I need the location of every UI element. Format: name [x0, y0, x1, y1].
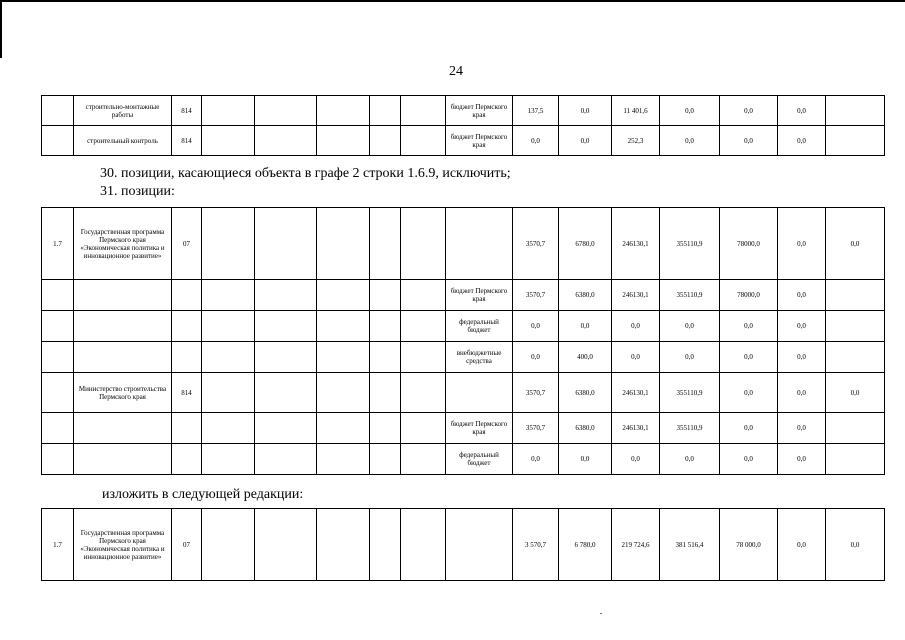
blank-cell-3	[317, 342, 370, 373]
value-cell-4: 0,0	[660, 96, 720, 126]
table-row	[42, 509, 885, 581]
blank-cell-4	[370, 342, 401, 373]
value-cell-5: 78000,0	[720, 280, 778, 311]
code-cell: 07	[172, 509, 202, 581]
source-cell	[446, 208, 513, 280]
value-cell-1: 3570,7	[513, 208, 559, 280]
blank-cell-2	[255, 509, 317, 581]
blank-cell-5	[401, 126, 446, 156]
value-cell-7	[826, 126, 885, 156]
row-number-cell	[42, 96, 74, 126]
blank-cell-1	[202, 509, 255, 581]
name-cell: Государственная программа Пермского края «Экономическая политика и инновационное развитие»	[74, 208, 172, 280]
source-cell: внебюджетные средства	[446, 342, 513, 373]
value-cell-5: 0,0	[720, 311, 778, 342]
blank-cell-5	[401, 444, 446, 475]
value-cell-5: 0,0	[720, 413, 778, 444]
blank-cell-3	[317, 126, 370, 156]
value-cell-1: 3570,7	[513, 413, 559, 444]
name-cell	[74, 280, 172, 311]
value-cell-3: 246130,1	[612, 413, 660, 444]
value-cell-3: 219 724,6	[612, 509, 660, 581]
blank-cell-3	[317, 413, 370, 444]
value-cell-1: 0,0	[513, 311, 559, 342]
code-cell: 814	[172, 126, 202, 156]
page-number: 24	[449, 64, 463, 79]
blank-cell-1	[202, 444, 255, 475]
blank-cell-4	[370, 208, 401, 280]
value-cell-6: 0,0	[778, 444, 826, 475]
value-cell-4: 0,0	[660, 311, 720, 342]
value-cell-3: 246130,1	[612, 373, 660, 413]
row-number-cell	[42, 311, 74, 342]
value-cell-4: 355110,9	[660, 280, 720, 311]
blank-cell-4	[370, 509, 401, 581]
row-number-cell: 1.7	[42, 208, 74, 280]
row-number-cell	[42, 413, 74, 444]
paragraph-31: 31. позиции:	[100, 184, 175, 199]
value-cell-2: 0,0	[559, 444, 612, 475]
value-cell-3: 246130,1	[612, 208, 660, 280]
value-cell-5: 0,0	[720, 373, 778, 413]
value-cell-1: 137,5	[513, 96, 559, 126]
value-cell-2: 6 780,0	[559, 509, 612, 581]
blank-cell-3	[317, 280, 370, 311]
row-number-cell	[42, 373, 74, 413]
table-row	[42, 126, 885, 156]
scan-edge-left	[0, 0, 2, 58]
table-row	[42, 311, 885, 342]
blank-cell-4	[370, 444, 401, 475]
value-cell-5: 0,0	[720, 342, 778, 373]
value-cell-7	[826, 311, 885, 342]
value-cell-3: 0,0	[612, 444, 660, 475]
blank-cell-5	[401, 96, 446, 126]
value-cell-4: 0,0	[660, 444, 720, 475]
table-top-fragment	[41, 95, 885, 156]
blank-cell-2	[255, 444, 317, 475]
blank-cell-1	[202, 96, 255, 126]
source-cell	[446, 373, 513, 413]
blank-cell-2	[255, 413, 317, 444]
value-cell-2: 6380,0	[559, 280, 612, 311]
value-cell-6: 0,0	[778, 280, 826, 311]
table-row	[42, 342, 885, 373]
blank-cell-2	[255, 311, 317, 342]
blank-cell-2	[255, 373, 317, 413]
value-cell-4: 355110,9	[660, 413, 720, 444]
value-cell-1: 0,0	[513, 126, 559, 156]
value-cell-6: 0,0	[778, 413, 826, 444]
value-cell-1: 0,0	[513, 342, 559, 373]
source-cell: федеральный бюджет	[446, 444, 513, 475]
value-cell-5: 0,0	[720, 444, 778, 475]
code-cell	[172, 444, 202, 475]
name-cell: строительно-монтажные работы	[74, 96, 172, 126]
blank-cell-4	[370, 126, 401, 156]
code-cell	[172, 311, 202, 342]
paragraph-30: 30. позиции, касающиеся объекта в графе 2 строки 1.6.9, исключить;	[100, 166, 511, 181]
blank-cell-3	[317, 208, 370, 280]
value-cell-6: 0,0	[778, 96, 826, 126]
blank-cell-3	[317, 311, 370, 342]
source-cell: бюджет Пермского края	[446, 413, 513, 444]
blank-cell-4	[370, 413, 401, 444]
value-cell-4: 355110,9	[660, 373, 720, 413]
value-cell-1: 3570,7	[513, 373, 559, 413]
value-cell-1: 3570,7	[513, 280, 559, 311]
value-cell-2: 400,0	[559, 342, 612, 373]
blank-cell-1	[202, 373, 255, 413]
value-cell-6: 0,0	[778, 126, 826, 156]
value-cell-7: 0,0	[826, 509, 885, 581]
value-cell-4: 355110,9	[660, 208, 720, 280]
blank-cell-4	[370, 373, 401, 413]
row-number-cell	[42, 126, 74, 156]
value-cell-5: 78 000,0	[720, 509, 778, 581]
value-cell-5: 0,0	[720, 96, 778, 126]
value-cell-7	[826, 342, 885, 373]
value-cell-1: 3 570,7	[513, 509, 559, 581]
table-row	[42, 280, 885, 311]
source-cell	[446, 509, 513, 581]
value-cell-4: 381 516,4	[660, 509, 720, 581]
name-cell	[74, 342, 172, 373]
value-cell-6: 0,0	[778, 311, 826, 342]
blank-cell-1	[202, 342, 255, 373]
blank-cell-5	[401, 413, 446, 444]
blank-cell-5	[401, 373, 446, 413]
code-cell	[172, 280, 202, 311]
blank-cell-2	[255, 126, 317, 156]
scan-speck	[600, 613, 602, 614]
value-cell-6: 0,0	[778, 342, 826, 373]
value-cell-4: 0,0	[660, 126, 720, 156]
blank-cell-5	[401, 509, 446, 581]
value-cell-2: 6380,0	[559, 373, 612, 413]
table-row	[42, 444, 885, 475]
code-cell	[172, 342, 202, 373]
blank-cell-1	[202, 126, 255, 156]
code-cell	[172, 413, 202, 444]
value-cell-5: 78000,0	[720, 208, 778, 280]
row-number-cell	[42, 280, 74, 311]
value-cell-7: 0,0	[826, 208, 885, 280]
value-cell-7	[826, 444, 885, 475]
code-cell: 814	[172, 96, 202, 126]
blank-cell-5	[401, 280, 446, 311]
source-cell: бюджет Пермского края	[446, 126, 513, 156]
paragraph-new-edition: изложить в следующей редакции:	[102, 487, 304, 502]
value-cell-3: 0,0	[612, 342, 660, 373]
name-cell	[74, 311, 172, 342]
name-cell: Государственная программа Пермского края «Экономическая политика и инновационное развитие»	[74, 509, 172, 581]
blank-cell-2	[255, 280, 317, 311]
blank-cell-1	[202, 208, 255, 280]
value-cell-7	[826, 280, 885, 311]
value-cell-7: 0,0	[826, 373, 885, 413]
table-row	[42, 373, 885, 413]
source-cell: бюджет Пермского края	[446, 96, 513, 126]
blank-cell-5	[401, 342, 446, 373]
name-cell: строительный контроль	[74, 126, 172, 156]
code-cell: 814	[172, 373, 202, 413]
name-cell	[74, 413, 172, 444]
value-cell-6: 0,0	[778, 373, 826, 413]
blank-cell-1	[202, 280, 255, 311]
blank-cell-2	[255, 342, 317, 373]
blank-cell-4	[370, 311, 401, 342]
table-row	[42, 413, 885, 444]
value-cell-2: 0,0	[559, 126, 612, 156]
value-cell-5: 0,0	[720, 126, 778, 156]
value-cell-7	[826, 413, 885, 444]
table-positions	[41, 207, 885, 475]
name-cell: Министерство строительства Пермского края	[74, 373, 172, 413]
value-cell-2: 0,0	[559, 311, 612, 342]
blank-cell-5	[401, 311, 446, 342]
blank-cell-1	[202, 413, 255, 444]
source-cell: бюджет Пермского края	[446, 280, 513, 311]
value-cell-3: 252,3	[612, 126, 660, 156]
blank-cell-2	[255, 96, 317, 126]
blank-cell-3	[317, 444, 370, 475]
value-cell-7	[826, 96, 885, 126]
blank-cell-2	[255, 208, 317, 280]
blank-cell-3	[317, 509, 370, 581]
table-row	[42, 96, 885, 126]
blank-cell-4	[370, 96, 401, 126]
value-cell-2: 6780,0	[559, 208, 612, 280]
source-cell: федеральный бюджет	[446, 311, 513, 342]
value-cell-3: 246130,1	[612, 280, 660, 311]
blank-cell-1	[202, 311, 255, 342]
value-cell-2: 6380,0	[559, 413, 612, 444]
blank-cell-5	[401, 208, 446, 280]
blank-cell-4	[370, 280, 401, 311]
value-cell-3: 0,0	[612, 311, 660, 342]
value-cell-1: 0,0	[513, 444, 559, 475]
row-number-cell: 1.7	[42, 509, 74, 581]
code-cell: 07	[172, 208, 202, 280]
blank-cell-3	[317, 96, 370, 126]
scan-edge-top	[0, 0, 905, 2]
value-cell-4: 0,0	[660, 342, 720, 373]
name-cell	[74, 444, 172, 475]
blank-cell-3	[317, 373, 370, 413]
table-row	[42, 208, 885, 280]
row-number-cell	[42, 444, 74, 475]
row-number-cell	[42, 342, 74, 373]
value-cell-2: 0,0	[559, 96, 612, 126]
table-new-edition	[41, 508, 885, 581]
value-cell-6: 0,0	[778, 208, 826, 280]
value-cell-3: 11 401,6	[612, 96, 660, 126]
value-cell-6: 0,0	[778, 509, 826, 581]
